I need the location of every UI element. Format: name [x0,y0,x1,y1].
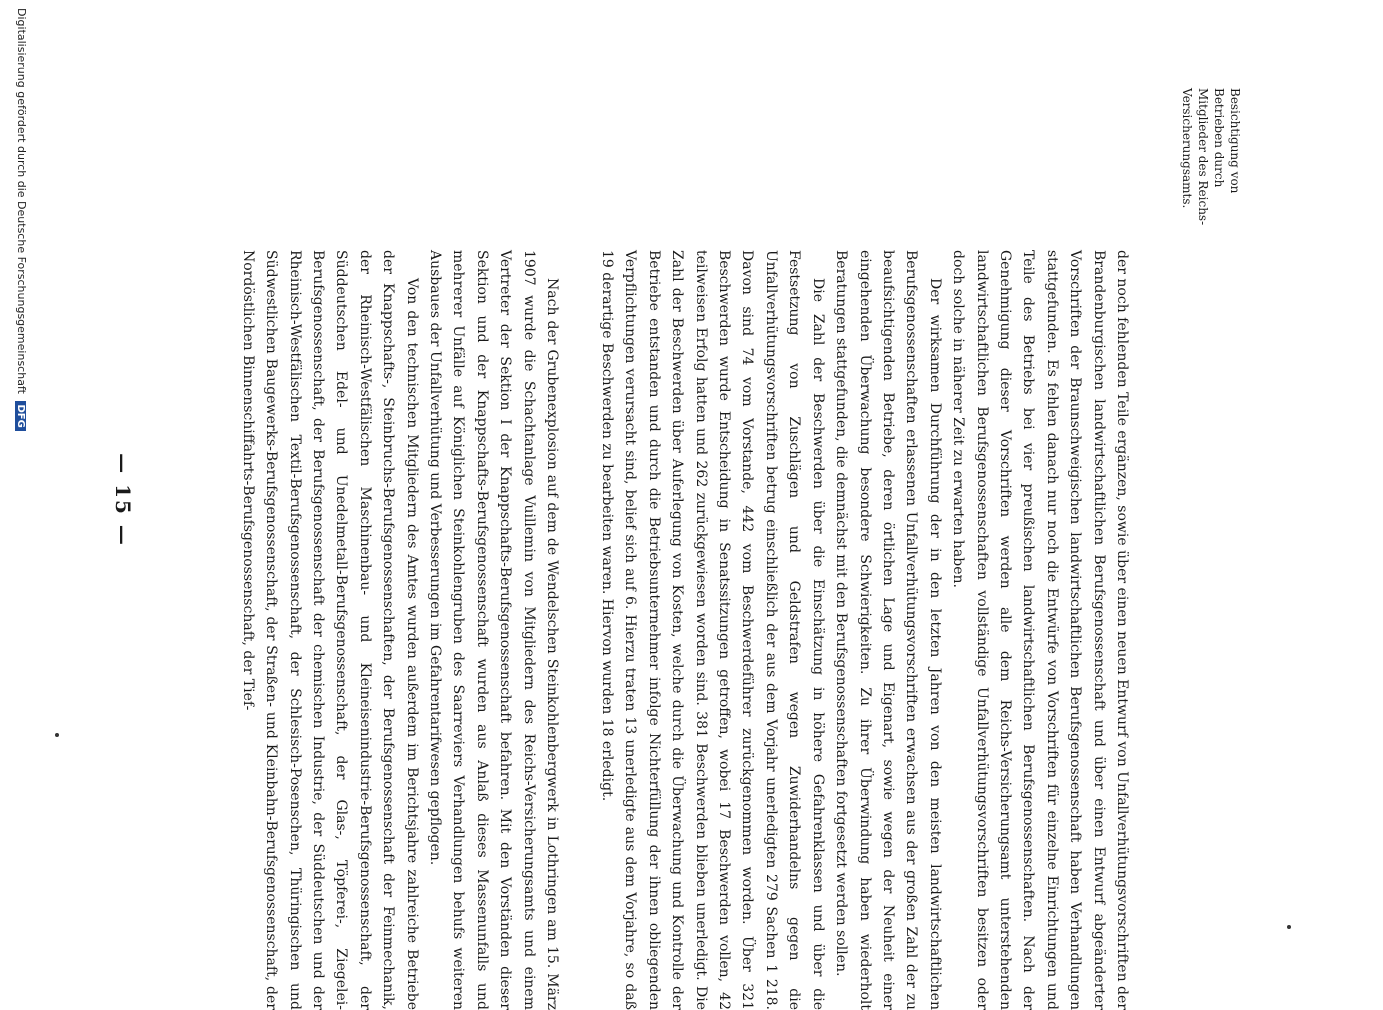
paragraph: Von den technischen Mitgliedern des Amtes wurden außerdem im Berichtsjahre zahlreiche Betriebe der Knappschafts-, Steinbruchs-Berufsgenossenschaften, der Berufsgenossenschaft der Feinmechanik, der Rheinisch-Westfälischen Maschinenbau- und Kleineisenindustrie-Berufsgenossenschaft, der Süddeutschen Edel- und Unedelmetall-Berufsgenossenschaft, der Glas-, Töpferei-, Ziegelei-Berufsgenossenschaft, der Berufsgenossenschaft der chemischen Industrie, der Süddeutschen und der Rheinisch-Westfälischen Textil-Berufsgenossenschaft, der Schlesisch-Posenschen, Thüringischen und Südwestlichen Baugewerks-Berufsgenossenschaft, der Straßen- und Kleinbahn-Berufsgenossenschaft, der Nordöstlichen Binnenschiffahrts-Berufsgenossenschaft, der Tief- [239,250,420,1010]
text-block-top [595,250,1133,1010]
page-number: — 15 — [111,453,135,547]
digitization-stamp [15,8,28,908]
paragraph: Die Zahl der Beschwerden über die Einschätzung in höhere Gefahrenklassen und über die Festsetzung von Zuschlägen und Geldstrafen wegen Zuwiderhandelns gegen die Unfallverhütungsvorschriften betrug einschließlich der aus dem Vorjahr unerledigten 279 Sachen 1 218. Davon sind 74 vom Vorstande, 442 vom Beschwerdeführer zurückgenommen worden. Über 321 Beschwerden wurde Entscheidung in Senatssitzungen getroffen, wobei 17 Beschwerden vollen, 42 teilweisen Erfolg hatten und 262 zurückgewiesen worden sind. 381 Beschwerden blieben unerledigt. Die Zahl der Beschwerden über Auferlegung von Kosten, welche durch die Überwachung und Kontrolle der Betriebe entstanden und durch die Betriebsunternehmer infolge Nichterfüllung der ihnen obliegenden Verpflichtungen verursacht sind, belief sich auf 6. Hierzu traten 13 unerledigte aus dem Vorjahre, so daß 19 derartige Beschwerden zu bearbeiten waren. Hiervon wurden 18 erledigt. [599,250,826,1010]
paragraph: der noch fehlenden Teile ergänzen, sowie über einen neuen Entwurf von Unfallverhütungsvorschriften der Brandenburgischen landwirtschaftlichen Berufsgenossenschaft und über einen Entwurf abgeänderter Vorschriften der Braunschweigischen landwirtschaftlichen Berufsgenossenschaft haben Verhandlungen stattgefunden. Es fehlen danach nur noch die Entwürfe von Vorschriften für einzelne Einrichtungen und Teile des Betriebs bei vier preußischen landwirtschaftlichen Berufsgenossenschaften. Nach der Genehmigung dieser Vorschriften werden alle dem Reichs-Versicherungsamt unterstehenden landwirtschaftlichen Berufsgenossenschaften vollständige Unfallverhütungsvorschriften besitzen oder doch solche in näherer Zeit zu erwarten haben. [950,250,1130,1010]
paragraph: Der wirksamen Durchführung der in den letzten Jahren von den meisten landwirtschaftlichen Berufsgenossenschaften erlassenen Unfallverhütungsvorschriften erwachsen aus der großen Zahl der zu beaufsichtigenden Betriebe, deren örtlichen Lage und Eigenart, sowie wegen der Neuheit einer eingehenden Überwachung besondere Schwierigkeiten. Zu ihrer Überwindung haben wiederholt Beratungen stattgefunden, die demnächst mit den Berufsgenossenschaften fortgesetzt werden sollen. [833,250,943,1010]
digitization-text: Digitalisierung gefördert durch die Deutsche Forschungsgemeinschaft [15,8,28,394]
margin-note: Besichtigung von Betrieben durch Mitglieder des Reichs-Versicherungsamts. [1180,88,1242,226]
text-block-bottom [235,250,563,1010]
dfg-logo: DFG [15,401,26,430]
paragraph: Nach der Grubenexplosion auf dem de Wendelschen Steinkohlenbergwerk in Lothringen am 15. März 1907 wurde die Schachtanlage Vuillemin von Mitgliedern des Reichs-Versicherungsamts und einem Vertreter der Sektion I der Knappschafts-Berufsgenossenschaft befahren. Mit den Vorständen dieser Sektion und der Knappschafts-Berufsgenossenschaft wurden aus Anlaß dieses Massenunfalls und mehrerer Unfälle auf Königlichen Steinkohlengruben des Saarreviers Verhandlungen behufs weiteren Ausbaues der Unfallverhütung und Verbesserungen im Gefahrentarifwesen gepflogen. [426,250,560,1010]
